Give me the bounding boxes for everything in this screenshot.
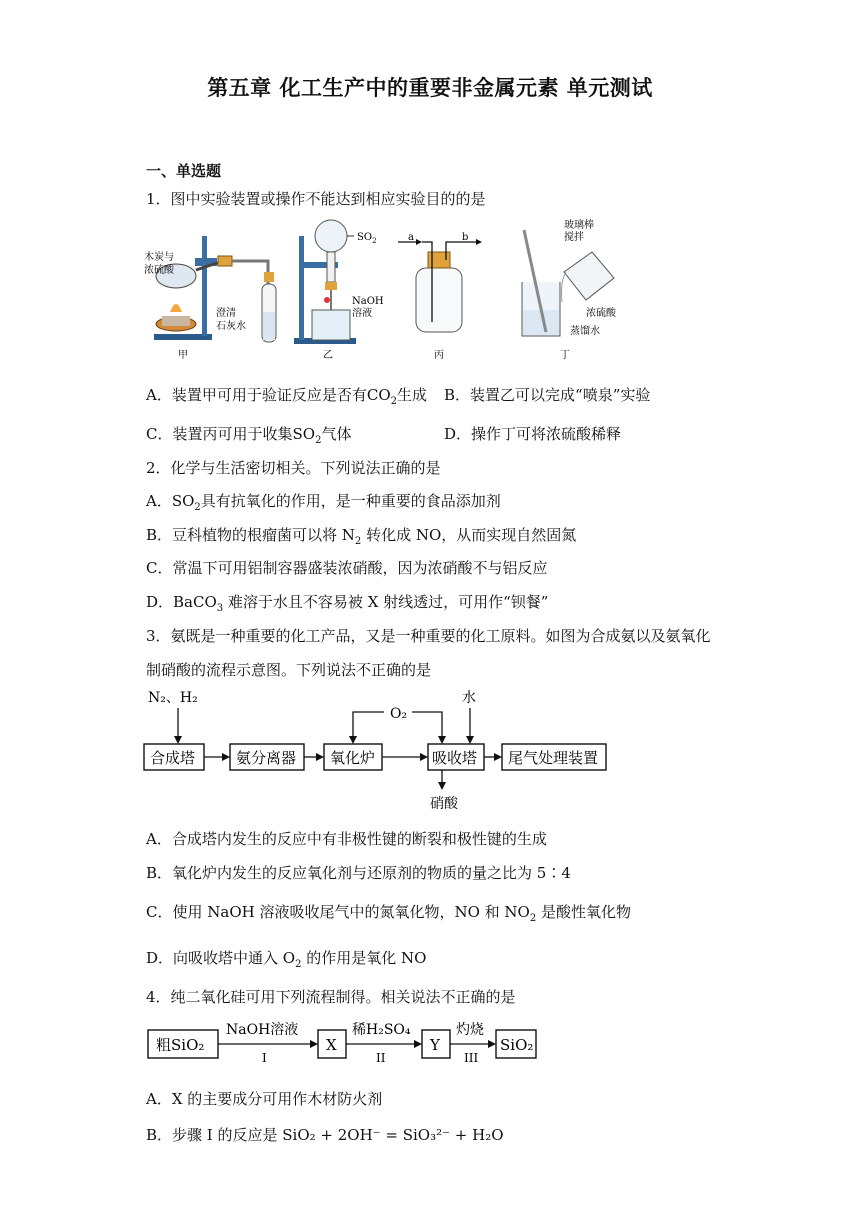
apparatus-jia — [144, 236, 276, 361]
jia-lime-label-2: 石灰水 — [216, 321, 246, 332]
question-3-option-a: A．合成塔内发生的反应中有非极性键的断裂和极性键的生成 — [146, 830, 547, 848]
question-3-option-d: D．向吸收塔中通入 $O_2$ 的作用是氧化 NO — [146, 949, 427, 970]
question-1-figure — [140, 212, 660, 362]
flow-step-3: III — [464, 1051, 479, 1065]
apparatus-ding — [522, 218, 617, 361]
jia-reagent-label-2: 浓硫酸 — [144, 265, 174, 276]
question-3-stem-line-2: 制硝酸的流程示意图。下列说法不正确的是 — [146, 661, 432, 679]
flow-box-x-label: X — [326, 1036, 337, 1054]
question-1-option-a: A．装置甲可用于验证反应是否有$CO_2$生成 — [146, 386, 428, 407]
jia-caption: 甲 — [178, 350, 188, 361]
bing-outlet-b: b — [462, 232, 469, 243]
ding-acid-label: 浓硫酸 — [586, 308, 616, 319]
flow-reagent-1: NaOH溶液 — [226, 1022, 299, 1038]
flow-reagent-2: 稀H₂SO₄ — [352, 1022, 411, 1038]
ding-water-label: 蒸馏水 — [570, 326, 600, 337]
question-1-option-d: D．操作丁可将浓硫酸稀释 — [444, 425, 622, 443]
flow-box-tail-gas-unit-label: 尾气处理装置 — [508, 749, 599, 767]
yi-naoh-label-1: NaOH — [352, 296, 384, 307]
flow-product-label: 硝酸 — [430, 796, 458, 812]
ding-rod-label-1: 玻璃棒 — [564, 220, 594, 231]
flow-box-ammonia-separator-label: 氨分离器 — [236, 749, 297, 767]
question-2-option-c: C．常温下可用铝制容器盛装浓硝酸，因为浓硝酸不与铝反应 — [146, 559, 548, 577]
question-2-option-b: B．豆科植物的根瘤菌可以将 $N_2$ 转化成 NO，从而实现自然固氮 — [146, 526, 577, 547]
flow-step-1: I — [262, 1051, 267, 1065]
question-2-option-a: A．$SO_2$具有抗氧化的作用，是一种重要的食品添加剂 — [146, 492, 501, 513]
flow-box-pure-silica-label: SiO₂ — [500, 1036, 534, 1054]
question-1-option-c: C．装置丙可用于收集$SO_2$气体 — [146, 425, 352, 446]
yi-gas-label: $SO_2$ — [357, 232, 377, 245]
flow-input-label: N₂、H₂ — [148, 690, 198, 706]
question-4-flow-diagram — [140, 1012, 550, 1072]
flow-box-y-label: Y — [430, 1036, 440, 1054]
flow-box-oxidation-furnace-label: 氧化炉 — [330, 749, 376, 767]
jia-lime-label-1: 澄清 — [216, 308, 236, 319]
question-4-option-b: B．步骤 I 的反应是 SiO₂ + 2OH⁻ = SiO₃²⁻ + H₂O — [146, 1126, 504, 1144]
yi-caption: 乙 — [323, 350, 333, 361]
apparatus-yi — [294, 220, 384, 361]
page-title: 第五章 化工生产中的重要非金属元素 单元测试 — [207, 75, 653, 100]
yi-naoh-label-2: 溶液 — [352, 308, 372, 319]
question-3-option-b: B．氧化炉内发生的反应氧化剂与还原剂的物质的量之比为 5∶4 — [146, 864, 571, 882]
bing-inlet-a: a — [408, 232, 414, 243]
flow-box-absorption-tower-label: 吸收塔 — [432, 749, 478, 767]
apparatus-bing — [398, 232, 482, 361]
flow-o2-label: O₂ — [390, 706, 408, 722]
question-4-option-a: A．X 的主要成分可用作木材防火剂 — [146, 1090, 383, 1108]
flow-step-2: II — [376, 1051, 386, 1065]
bing-caption: 丙 — [434, 350, 444, 361]
jia-reagent-label-1: 木炭与 — [144, 252, 174, 263]
question-2-stem: 2．化学与生活密切相关。下列说法正确的是 — [146, 459, 441, 477]
ding-rod-label-2: 搅拌 — [564, 232, 584, 243]
question-2-option-d: D．BaCO$_3$ 难溶于水且不容易被 X 射线透过，可用作“钡餐” — [146, 593, 549, 614]
ding-caption: 丁 — [560, 350, 570, 361]
flow-reagent-3: 灼烧 — [456, 1022, 484, 1038]
flow-box-synthesis-tower-label: 合成塔 — [150, 749, 196, 767]
question-1-stem: 1．图中实验装置或操作不能达到相应实验目的的是 — [146, 190, 486, 208]
flow-water-label: 水 — [462, 690, 476, 706]
question-3-option-c: C．使用 NaOH 溶液吸收尾气中的氮氧化物，NO 和 $NO_2$ 是酸性氧化物 — [146, 903, 632, 924]
flow-box-crude-silica-label: 粗SiO₂ — [156, 1036, 205, 1054]
question-3-flow-diagram — [140, 684, 620, 814]
section-heading: 一、单选题 — [146, 162, 222, 180]
question-4-stem: 4．纯二氧化硅可用下列流程制得。相关说法不正确的是 — [146, 988, 516, 1006]
question-1-option-b: B．装置乙可以完成“喷泉”实验 — [444, 386, 651, 404]
question-3-stem-line-1: 3．氨既是一种重要的化工产品，又是一种重要的化工原料。如图为合成氨以及氨氧化 — [146, 627, 711, 645]
